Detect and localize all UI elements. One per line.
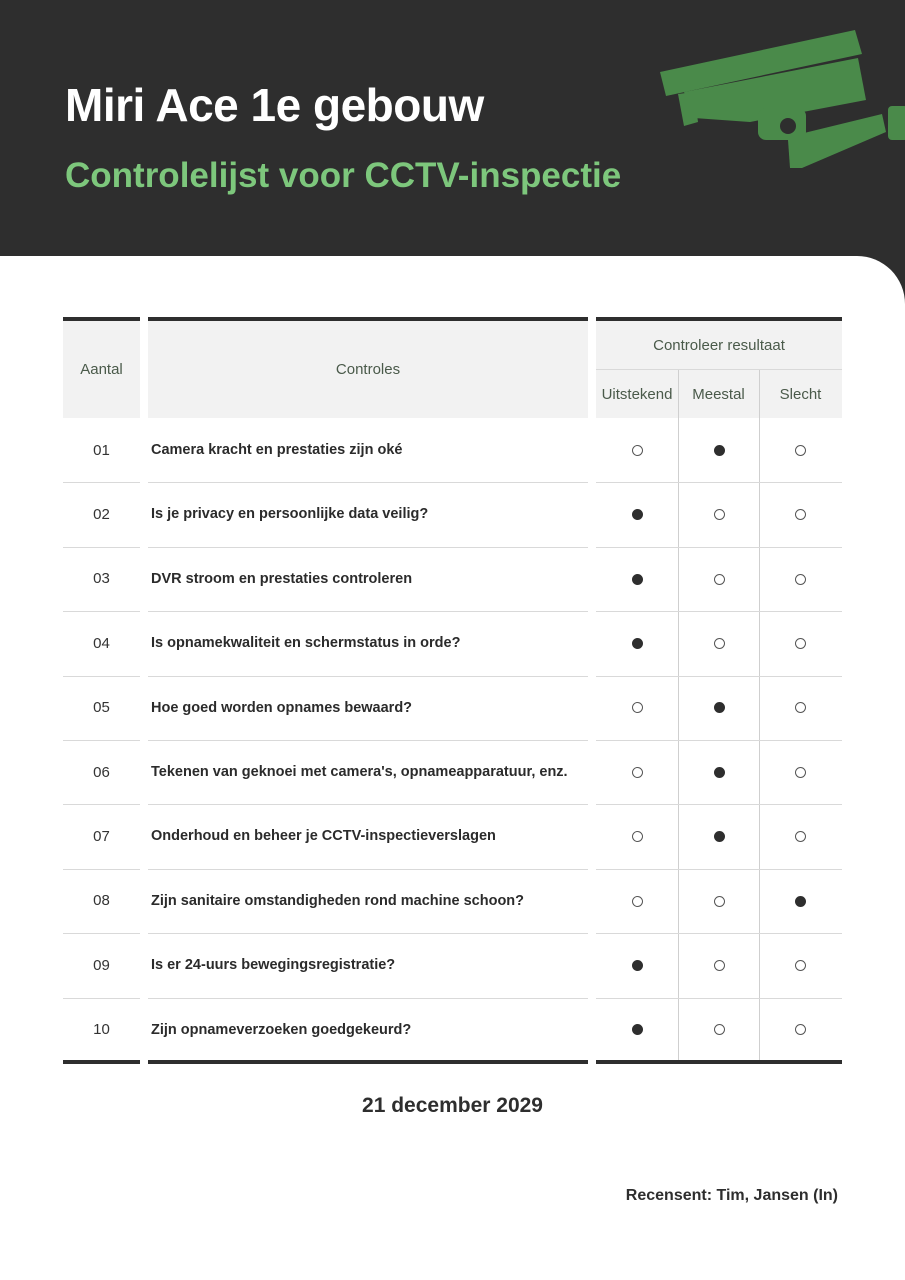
result-radio-uitstekend[interactable] [632, 574, 643, 585]
row-check-text: Is er 24-uurs bewegingsregistratie? [151, 957, 396, 974]
row-divider [596, 482, 842, 483]
result-radio-slecht[interactable] [795, 702, 806, 713]
result-radio-uitstekend[interactable] [632, 702, 643, 713]
result-radio-meestal[interactable] [714, 702, 725, 713]
result-radio-meestal[interactable] [714, 960, 725, 971]
row-check-text: Onderhoud en beheer je CCTV-inspectieverslagen [151, 828, 496, 845]
reviewer-name: Recensent: Tim, Jansen (In) [625, 1187, 838, 1204]
header-option-slecht: Slecht [779, 385, 822, 403]
row-check-text: DVR stroom en prestaties controleren [151, 570, 413, 587]
result-radio-meestal[interactable] [714, 831, 725, 842]
result-radio-slecht[interactable] [795, 1024, 806, 1035]
inspection-date: 21 december 2029 [362, 1094, 543, 1117]
result-radio-slecht[interactable] [795, 574, 806, 585]
row-number: 10 [93, 1021, 110, 1039]
header-number: Aantal [80, 361, 123, 378]
row-divider [596, 547, 842, 548]
row-number: 01 [93, 441, 110, 459]
cctv-camera-icon [650, 22, 905, 182]
result-radio-uitstekend[interactable] [632, 831, 643, 842]
result-radio-slecht[interactable] [795, 896, 806, 907]
bottom-rule [596, 1060, 842, 1064]
row-divider [596, 998, 842, 999]
column-divider [759, 370, 760, 1060]
header-option-uitstekend: Uitstekend [601, 385, 673, 403]
row-number: 09 [93, 956, 110, 974]
result-radio-meestal[interactable] [714, 1024, 725, 1035]
result-radio-slecht[interactable] [795, 445, 806, 456]
row-divider [596, 804, 842, 805]
row-check-text: Is je privacy en persoonlijke data veilig? [151, 506, 429, 523]
row-divider [596, 869, 842, 870]
row-check-text: Zijn opnameverzoeken goedgekeurd? [151, 1021, 412, 1038]
row-divider [596, 611, 842, 612]
row-check-text: Is opnamekwaliteit en schermstatus in orde? [151, 635, 461, 652]
result-radio-meestal[interactable] [714, 445, 725, 456]
row-number: 06 [93, 763, 110, 781]
result-radio-slecht[interactable] [795, 767, 806, 778]
row-divider [596, 933, 842, 934]
result-radio-meestal[interactable] [714, 896, 725, 907]
row-check-text: Zijn sanitaire omstandigheden rond machine schoon? [151, 892, 525, 909]
row-check-text: Tekenen van geknoei met camera's, opnameapparatuur, enz. [151, 764, 568, 780]
page-subtitle: Controlelijst voor CCTV-inspectie [65, 156, 622, 195]
result-radio-slecht[interactable] [795, 831, 806, 842]
row-check-text: Hoe goed worden opnames bewaard? [151, 699, 413, 716]
result-radio-uitstekend[interactable] [632, 509, 643, 520]
result-radio-uitstekend[interactable] [632, 896, 643, 907]
header-result-group: Controleer resultaat [653, 336, 785, 354]
row-number: 02 [93, 505, 110, 523]
page-title: Miri Ace 1e gebouw [65, 79, 484, 131]
result-radio-meestal[interactable] [714, 509, 725, 520]
row-number: 03 [93, 570, 110, 588]
result-radio-uitstekend[interactable] [632, 445, 643, 456]
column-divider [678, 370, 679, 1060]
row-number: 08 [93, 892, 110, 910]
result-radio-uitstekend[interactable] [632, 767, 643, 778]
row-number: 05 [93, 699, 110, 717]
result-radio-meestal[interactable] [714, 767, 725, 778]
row-number: 04 [93, 634, 110, 652]
header-option-meestal: Meestal [692, 385, 745, 403]
result-radio-slecht[interactable] [795, 509, 806, 520]
row-check-text: Camera kracht en prestaties zijn oké [151, 442, 403, 458]
header-checks: Controles [335, 361, 401, 378]
result-radio-uitstekend[interactable] [632, 960, 643, 971]
row-number: 07 [93, 827, 110, 845]
result-radio-uitstekend[interactable] [632, 1024, 643, 1035]
result-radio-slecht[interactable] [795, 638, 806, 649]
result-radio-uitstekend[interactable] [632, 638, 643, 649]
row-divider [596, 676, 842, 677]
result-radio-slecht[interactable] [795, 960, 806, 971]
result-radio-meestal[interactable] [714, 638, 725, 649]
row-divider [596, 740, 842, 741]
result-radio-meestal[interactable] [714, 574, 725, 585]
